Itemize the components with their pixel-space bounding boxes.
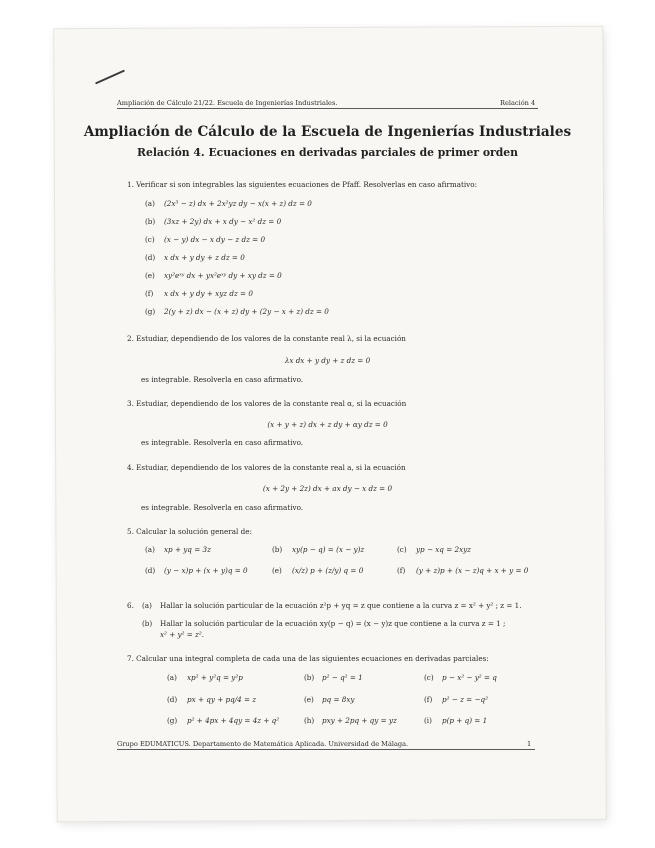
problem-4-equation: (x + 2y + 2z) dx + ax dy − x dz = 0 <box>262 484 393 493</box>
p7-item-d-label: (d) <box>167 695 178 704</box>
p7-item-i-eq: p(p + q) = 1 <box>442 716 488 725</box>
p5-item-f-eq: (y + z)p + (x − z)q + x + y = 0 <box>416 566 529 575</box>
p7-item-h-eq: pxy + 2pq + qy = yz <box>322 716 397 725</box>
p6-part-b-text-cont: x² + y² = z². <box>160 630 205 639</box>
p6-part-b-label: (b) <box>142 619 153 628</box>
p1-item-b-eq: (3xz + 2y) dx + x dy − x² dz = 0 <box>164 217 282 226</box>
p7-item-e-eq: pq = 8xy <box>322 695 355 704</box>
problem-7-statement: 7. Calcular una integral completa de cada una de las siguientes ecuaciones en derivadas parciales: <box>127 654 489 663</box>
running-header-left: Ampliación de Cálculo 21/22. Escuela de Ingenierías Industriales. <box>117 99 338 107</box>
p7-item-a-label: (a) <box>167 673 177 682</box>
problem-3-statement: 3. Estudiar, dependiendo de los valores de la constante real α, si la ecuación <box>127 399 407 408</box>
document-title: Ampliación de Cálculo de la Escuela de Ingenierías Industriales <box>83 124 572 140</box>
problem-6-number: 6. <box>127 601 134 610</box>
problem-4-tail: es integrable. Resolverla en caso afirmativo. <box>141 503 304 512</box>
p7-item-h-label: (h) <box>304 716 315 725</box>
p5-item-b-label: (b) <box>272 545 283 554</box>
p5-item-a-eq: xp + yq = 3z <box>164 545 211 554</box>
p1-item-d-label: (d) <box>145 253 156 262</box>
p7-item-c-label: (c) <box>424 673 434 682</box>
page-number: 1 <box>527 740 532 748</box>
p7-item-e-label: (e) <box>304 695 314 704</box>
p1-item-a-eq: (2x³ − z) dx + 2x²yz dy − x(x + z) dz = 0 <box>164 199 312 208</box>
p1-item-g-eq: 2(y + z) dx − (x + z) dy + (2y − x + z) dz = 0 <box>164 307 329 316</box>
p1-item-d-eq: x dx + y dy + z dz = 0 <box>164 253 245 262</box>
p1-item-c-eq: (x − y) dx − x dy − z dz = 0 <box>164 235 266 244</box>
problem-5-statement: 5. Calcular la solución general de: <box>127 527 252 536</box>
header-rule <box>117 108 538 109</box>
p1-item-b-label: (b) <box>145 217 156 226</box>
p1-item-f-eq: x dx + y dy + xyz dz = 0 <box>164 289 253 298</box>
p5-item-e-label: (e) <box>272 566 282 575</box>
p7-item-b-eq: p² − q² = 1 <box>322 673 363 682</box>
p6-part-a-label: (a) <box>142 601 152 610</box>
document-subtitle: Relación 4. Ecuaciones en derivadas parciales de primer orden <box>136 146 518 159</box>
p7-item-b-label: (b) <box>304 673 315 682</box>
problem-1-statement: 1. Verificar si son integrables las siguientes ecuaciones de Pfaff. Resolverlas en caso afirmativo: <box>127 180 477 189</box>
p5-item-c-eq: yp − xq = 2xyz <box>416 545 471 554</box>
footer-rule <box>117 749 535 750</box>
problem-3-equation: (x + y + z) dx + z dy + αy dz = 0 <box>267 420 388 429</box>
p7-item-c-eq: p − x² − y² = q <box>442 673 497 682</box>
p6-part-a-text: Hallar la solución particular de la ecuación z²p + yq = z que contiene a la curva z = x² + y² ; z = 1. <box>160 601 522 610</box>
p7-item-f-label: (f) <box>424 695 433 704</box>
p5-item-e-eq: (x/z) p + (z/y) q = 0 <box>292 566 364 575</box>
p1-item-f-label: (f) <box>145 289 154 298</box>
p1-item-e-label: (e) <box>145 271 155 280</box>
running-header-right: Relación 4 <box>500 99 536 107</box>
p7-item-f-eq: p² − z = −q² <box>442 695 488 704</box>
p5-item-f-label: (f) <box>397 566 406 575</box>
p5-item-d-eq: (y − x)p + (x + y)q = 0 <box>164 566 248 575</box>
problem-2-equation: λx dx + y dy + z dz = 0 <box>284 356 371 365</box>
p7-item-a-eq: xp² + y²q = y²p <box>187 673 243 682</box>
p7-item-d-eq: px + qy + pq/4 = z <box>187 695 257 704</box>
problem-2-statement: 2. Estudiar, dependiendo de los valores de la constante real λ, si la ecuación <box>127 334 406 343</box>
p7-item-i-label: (i) <box>424 716 432 725</box>
p7-item-g-label: (g) <box>167 716 178 725</box>
p5-item-d-label: (d) <box>145 566 156 575</box>
p7-item-g-eq: p² + 4px + 4qy = 4z + q² <box>187 716 280 725</box>
p1-item-c-label: (c) <box>145 235 155 244</box>
problem-3-tail: es integrable. Resolverla en caso afirmativo. <box>141 438 304 447</box>
p5-item-a-label: (a) <box>145 545 155 554</box>
p6-part-b-text: Hallar la solución particular de la ecuación xy(p − q) = (x − y)z que contiene a la curva z = 1 ; <box>160 619 506 628</box>
p1-item-e-eq: xy²eˣʸ dx + yx²eˣʸ dy + xy dz = 0 <box>164 271 282 280</box>
p5-item-b-eq: xy(p − q) = (x − y)z <box>292 545 365 554</box>
footer-text: Grupo EDUMATICUS. Departamento de Matemática Aplicada. Universidad de Málaga. <box>117 740 409 748</box>
problem-4-statement: 4. Estudiar, dependiendo de los valores de la constante real a, si la ecuación <box>127 463 406 472</box>
p5-item-c-label: (c) <box>397 545 407 554</box>
p1-item-a-label: (a) <box>145 199 155 208</box>
problem-2-tail: es integrable. Resolverla en caso afirmativo. <box>141 375 304 384</box>
p1-item-g-label: (g) <box>145 307 156 316</box>
